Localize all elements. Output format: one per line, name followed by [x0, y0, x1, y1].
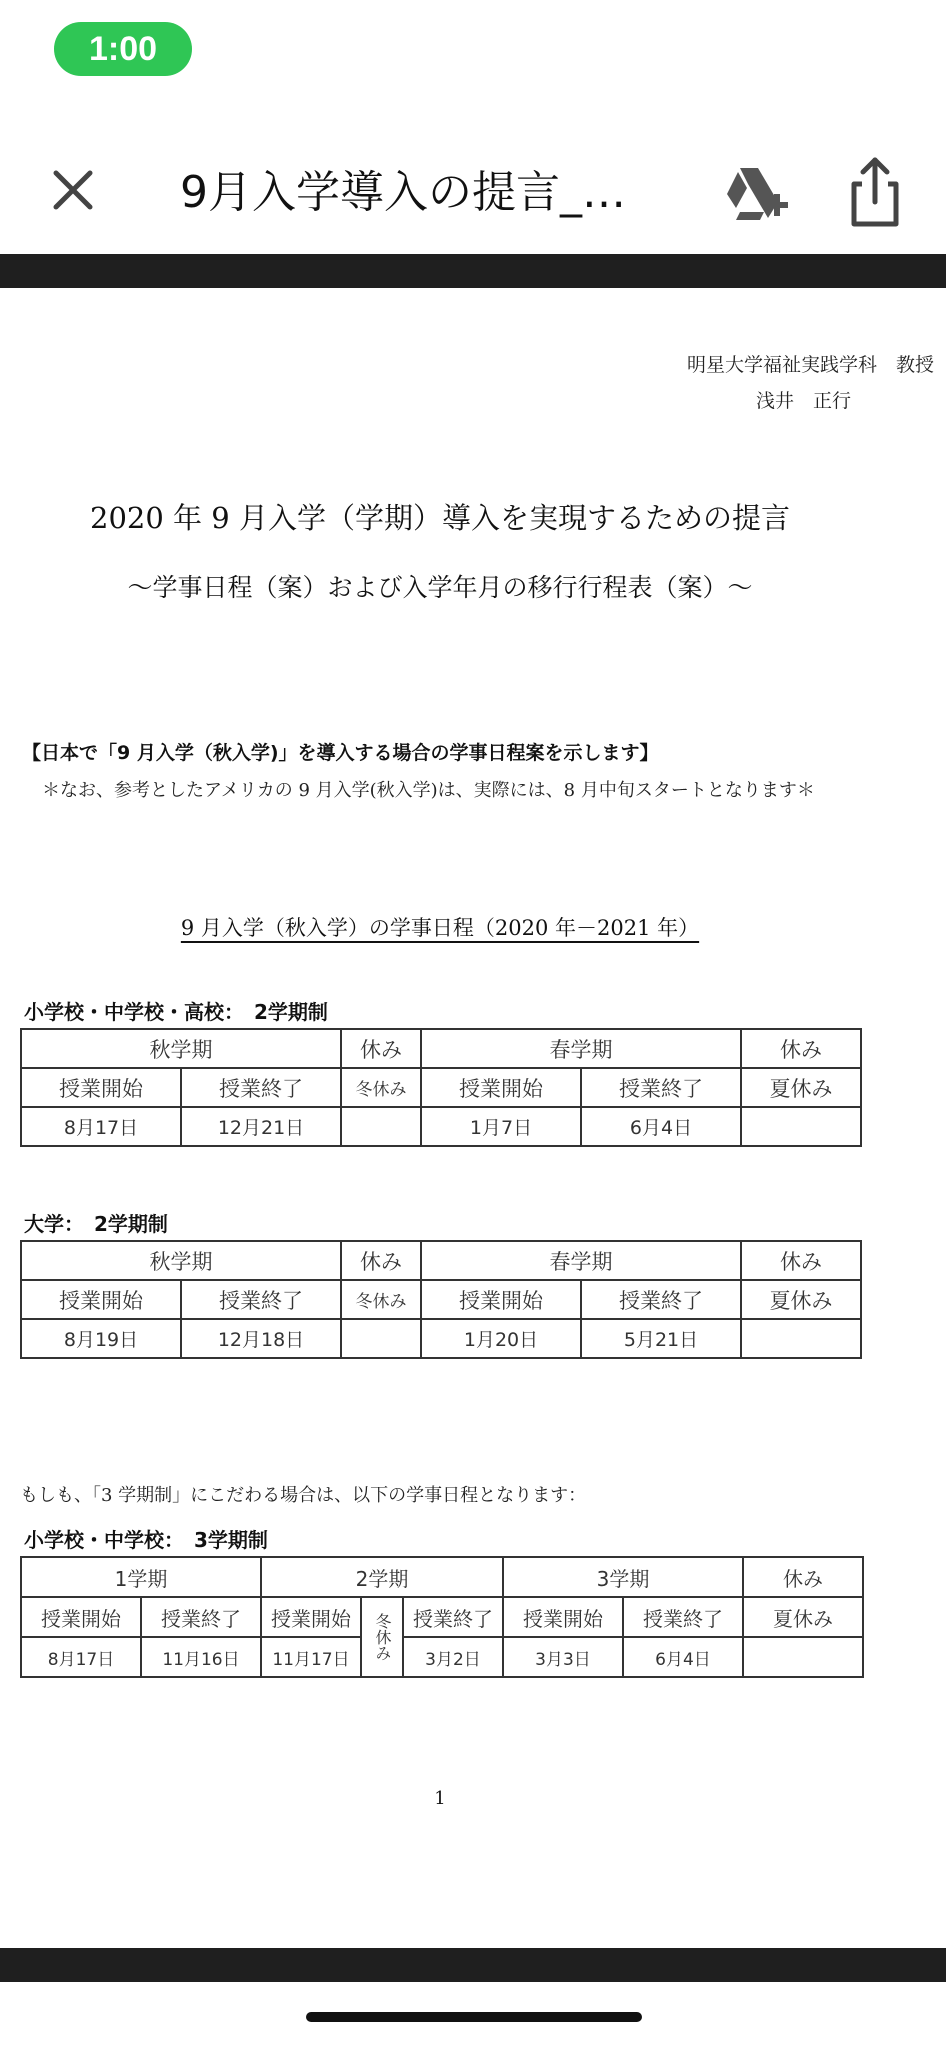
- table-cell: 1月20日: [421, 1319, 581, 1358]
- table-row: [21, 1107, 861, 1146]
- table-cell: 休み: [341, 1029, 421, 1068]
- table-cell: 授業終了: [141, 1597, 261, 1637]
- close-button[interactable]: [38, 155, 108, 225]
- table1-label: 小学校・中学校・高校： 2学期制: [24, 1000, 328, 1024]
- table-cell: 冬休み: [341, 1280, 421, 1319]
- table-cell: 授業終了: [403, 1597, 503, 1637]
- table-cell: 5月21日: [581, 1319, 741, 1358]
- table-cell: 授業開始: [421, 1280, 581, 1319]
- top-bar: [0, 110, 946, 250]
- table3-label: 小学校・中学校： 3学期制: [24, 1528, 268, 1552]
- schedule-table-3: [20, 1556, 864, 1678]
- table-cell: 春学期: [421, 1029, 741, 1068]
- table-cell: 11月16日: [141, 1637, 261, 1677]
- table-cell: 休み: [741, 1241, 861, 1280]
- notice-body: ＊なお、参考としたアメリカの 9 月入学(秋入学)は、実際には、8 月中旬スタートとなります＊: [42, 780, 815, 801]
- table-cell: 授業開始: [421, 1068, 581, 1107]
- table-cell: 授業終了: [581, 1280, 741, 1319]
- table-cell: [743, 1637, 863, 1677]
- table-cell: 2学期: [261, 1557, 503, 1597]
- table-cell: 授業開始: [21, 1597, 141, 1637]
- table-cell: 3学期: [503, 1557, 743, 1597]
- schedule-table-2: [20, 1240, 862, 1359]
- table-cell: 授業終了: [623, 1597, 743, 1637]
- home-indicator[interactable]: [306, 2012, 642, 2022]
- table-row: [21, 1241, 861, 1280]
- table-cell: 冬休み: [341, 1068, 421, 1107]
- viewer-bottom-border: [0, 1948, 946, 1982]
- table-cell: 夏休み: [743, 1597, 863, 1637]
- table-cell: 3月3日: [503, 1637, 623, 1677]
- author: 浅井 正行: [756, 390, 852, 412]
- table-cell: 夏休み: [741, 1280, 861, 1319]
- page-number: 1: [434, 1788, 446, 1809]
- table-cell: 1月7日: [421, 1107, 581, 1146]
- table-cell: 8月19日: [21, 1319, 181, 1358]
- table-cell: [341, 1319, 421, 1358]
- table-cell: 秋学期: [21, 1029, 341, 1068]
- table-cell: 夏休み: [741, 1068, 861, 1107]
- table-cell: 11月17日: [261, 1637, 361, 1677]
- table-cell: 授業終了: [181, 1068, 341, 1107]
- notice-heading: 【日本で「9 月入学（秋入学)」を導入する場合の学事日程案を示します】: [22, 742, 659, 764]
- table-cell: 8月17日: [21, 1637, 141, 1677]
- table-cell: 休み: [341, 1241, 421, 1280]
- table-cell: [741, 1319, 861, 1358]
- viewer-top-border: [0, 254, 946, 288]
- table-cell: 6月4日: [623, 1637, 743, 1677]
- table-cell: 休み: [743, 1557, 863, 1597]
- affiliation: 明星大学福祉実践学科 教授: [686, 354, 934, 376]
- share-icon: [840, 150, 910, 230]
- document-page: [0, 288, 946, 1948]
- table-cell: 冬休み: [361, 1597, 403, 1677]
- table-cell: 秋学期: [21, 1241, 341, 1280]
- share-button[interactable]: [840, 150, 910, 230]
- table-cell: 12月21日: [181, 1107, 341, 1146]
- document-title: 9月入学導入の提言_…: [180, 167, 626, 218]
- three-term-intro: もしも、「3 学期制」にこだわる場合は、以下の学事日程となります：: [20, 1485, 587, 1506]
- close-icon: [38, 155, 108, 225]
- table-cell: 授業開始: [261, 1597, 361, 1637]
- table-cell: 休み: [741, 1029, 861, 1068]
- table-cell: 授業開始: [21, 1068, 181, 1107]
- table-row: [21, 1319, 861, 1358]
- table-cell: [341, 1107, 421, 1146]
- table-cell: 授業開始: [21, 1280, 181, 1319]
- add-to-drive-button[interactable]: [720, 150, 790, 230]
- section-title: [0, 912, 880, 942]
- table-row: [21, 1637, 863, 1677]
- table-cell: 6月4日: [581, 1107, 741, 1146]
- table-row: [21, 1597, 863, 1637]
- schedule-table-1: [20, 1028, 862, 1147]
- table-row: [21, 1557, 863, 1597]
- section-title-text: 9 月入学（秋入学）の学事日程（2020 年－2021 年）: [180, 916, 700, 940]
- main-title: 2020 年 9 月入学（学期）導入を実現するための提言: [90, 501, 790, 535]
- status-time: 1:00: [54, 22, 192, 76]
- table-cell: 1学期: [21, 1557, 261, 1597]
- table-cell: 授業終了: [181, 1280, 341, 1319]
- table-cell: 春学期: [421, 1241, 741, 1280]
- table-row: [21, 1068, 861, 1107]
- table-cell: 12月18日: [181, 1319, 341, 1358]
- table-cell: 授業終了: [581, 1068, 741, 1107]
- table-cell: [741, 1107, 861, 1146]
- drive-add-icon: [720, 150, 790, 230]
- table2-label: 大学： 2学期制: [24, 1212, 168, 1236]
- table-cell: 8月17日: [21, 1107, 181, 1146]
- table-cell: 授業開始: [503, 1597, 623, 1637]
- table-row: [21, 1029, 861, 1068]
- table-row: [21, 1280, 861, 1319]
- table-cell: 3月2日: [403, 1637, 503, 1677]
- sub-title: ～学事日程（案）および入学年月の移行行程表（案）～: [127, 573, 753, 602]
